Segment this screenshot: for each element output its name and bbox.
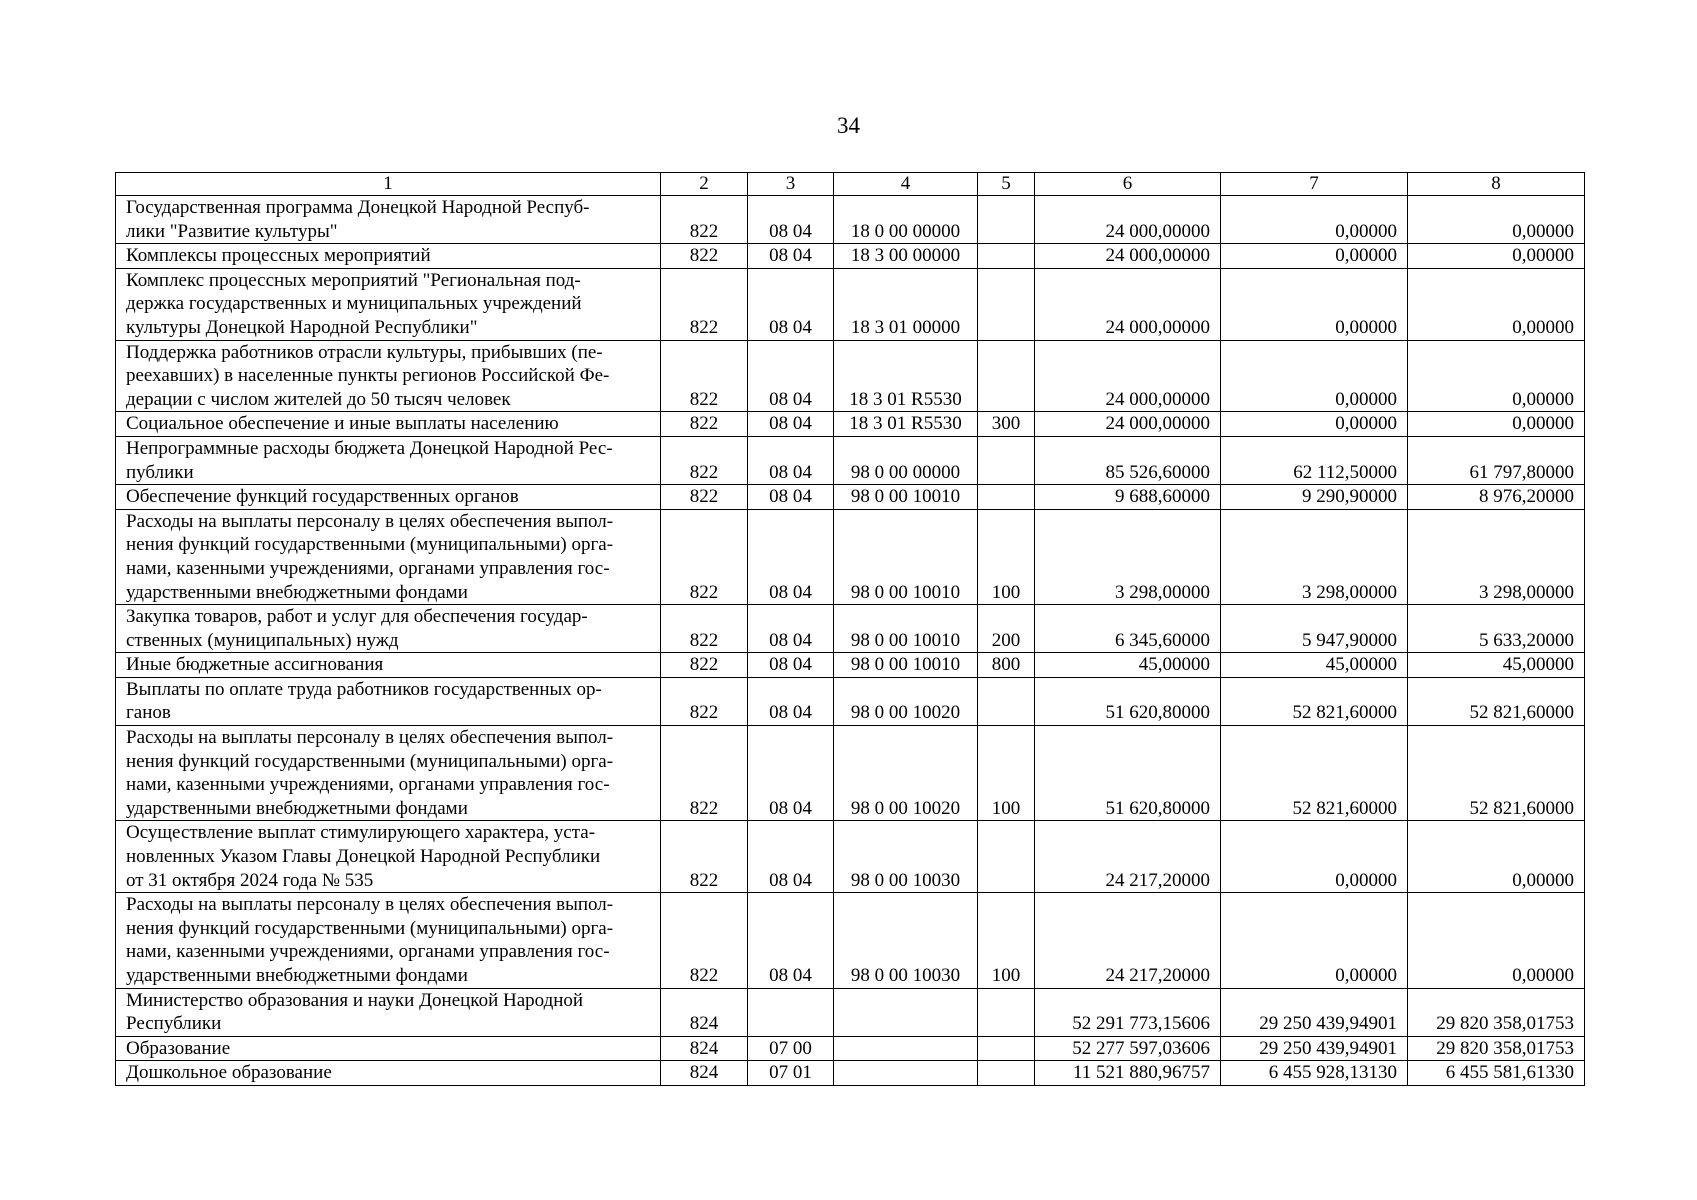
item-name-line: Осуществление выплат стимулирующего характера, уста- bbox=[126, 822, 596, 844]
amount-col-7: 5 947,90000 bbox=[1221, 605, 1408, 653]
amount-col-7: 0,00000 bbox=[1221, 340, 1408, 412]
amount-col-6: 24 000,00000 bbox=[1035, 196, 1221, 244]
amount-col-8: 61 797,80000 bbox=[1408, 436, 1585, 484]
amount-col-7: 9 290,90000 bbox=[1221, 485, 1408, 510]
target-article-code: 18 3 00 00000 bbox=[834, 244, 978, 269]
table-body bbox=[116, 173, 1585, 1086]
amount-col-8: 52 821,60000 bbox=[1408, 677, 1585, 725]
amount-col-7: 0,00000 bbox=[1221, 821, 1408, 893]
item-name-line: Выплаты по оплате труда работников государственных ор- bbox=[126, 678, 602, 700]
section-code: 08 04 bbox=[748, 244, 834, 269]
chapter-code: 822 bbox=[661, 340, 748, 412]
amount-col-6: 6 345,60000 bbox=[1035, 605, 1221, 653]
amount-col-8: 6 455 581,61330 bbox=[1408, 1061, 1585, 1086]
expense-type-code bbox=[978, 340, 1035, 412]
column-number: 6 bbox=[1035, 173, 1221, 196]
expense-type-code bbox=[978, 988, 1035, 1036]
item-name-line: от 31 октября 2024 года № 535 bbox=[126, 869, 374, 891]
item-name-line: Государственная программа Донецкой Народной Респуб- bbox=[126, 197, 590, 218]
item-name-line: нения функций государственными (муниципальными) орга- bbox=[126, 750, 614, 772]
column-number-row bbox=[116, 173, 1585, 196]
section-code: 08 04 bbox=[748, 605, 834, 653]
amount-col-8: 0,00000 bbox=[1408, 244, 1585, 269]
item-name bbox=[116, 244, 661, 269]
section-code: 08 04 bbox=[748, 677, 834, 725]
column-number: 5 bbox=[978, 173, 1035, 196]
item-name bbox=[116, 677, 661, 725]
amount-col-6: 52 291 773,15606 bbox=[1035, 988, 1221, 1036]
target-article-code bbox=[834, 988, 978, 1036]
item-name-line: ударственными внебюджетными фондами bbox=[126, 581, 468, 603]
expense-type-code bbox=[978, 1061, 1035, 1086]
table-row bbox=[116, 726, 1585, 821]
target-article-code: 98 0 00 10030 bbox=[834, 821, 978, 893]
item-name-line: нами, казенными учреждениями, органами управления гос- bbox=[126, 774, 610, 796]
amount-col-6: 52 277 597,03606 bbox=[1035, 1036, 1221, 1061]
column-number: 2 bbox=[661, 173, 748, 196]
target-article-code: 18 3 01 00000 bbox=[834, 268, 978, 340]
target-article-code bbox=[834, 1061, 978, 1086]
item-name bbox=[116, 1036, 661, 1061]
item-name-line: нами, казенными учреждениями, органами управления гос- bbox=[126, 557, 610, 579]
item-name bbox=[116, 605, 661, 653]
item-name-line: Образование bbox=[126, 1037, 231, 1059]
table-row bbox=[116, 485, 1585, 510]
item-name bbox=[116, 196, 661, 244]
amount-col-8: 0,00000 bbox=[1408, 412, 1585, 437]
item-name bbox=[116, 1061, 661, 1086]
expense-type-code bbox=[978, 196, 1035, 244]
chapter-code: 824 bbox=[661, 988, 748, 1036]
chapter-code: 822 bbox=[661, 605, 748, 653]
item-name-line: Иные бюджетные ассигнования bbox=[126, 654, 384, 676]
target-article-code: 98 0 00 00000 bbox=[834, 436, 978, 484]
item-name-line: публики bbox=[126, 461, 194, 483]
item-name-line: Обеспечение функций государственных органов bbox=[126, 486, 519, 508]
amount-col-8: 0,00000 bbox=[1408, 821, 1585, 893]
item-name bbox=[116, 653, 661, 678]
item-name-line: реехавших) в населенные пункты регионов Российской Фе- bbox=[126, 365, 610, 387]
table-row bbox=[116, 436, 1585, 484]
item-name-line: Поддержка работников отрасли культуры, прибывших (пе- bbox=[126, 341, 603, 363]
expense-type-code bbox=[978, 1036, 1035, 1061]
table-row bbox=[116, 1061, 1585, 1086]
amount-col-6: 24 000,00000 bbox=[1035, 412, 1221, 437]
item-name-line: ганов bbox=[126, 702, 171, 724]
item-name bbox=[116, 436, 661, 484]
amount-col-8: 8 976,20000 bbox=[1408, 485, 1585, 510]
item-name-line: ственных (муниципальных) нужд bbox=[126, 629, 399, 651]
amount-col-6: 51 620,80000 bbox=[1035, 677, 1221, 725]
expense-type-code bbox=[978, 677, 1035, 725]
amount-col-7: 0,00000 bbox=[1221, 196, 1408, 244]
table-row bbox=[116, 412, 1585, 437]
chapter-code: 822 bbox=[661, 653, 748, 678]
target-article-code bbox=[834, 1036, 978, 1061]
target-article-code: 98 0 00 10020 bbox=[834, 677, 978, 725]
amount-col-7: 0,00000 bbox=[1221, 893, 1408, 988]
item-name bbox=[116, 988, 661, 1036]
table-row bbox=[116, 244, 1585, 269]
chapter-code: 822 bbox=[661, 485, 748, 510]
amount-col-6: 45,00000 bbox=[1035, 653, 1221, 678]
amount-col-6: 24 217,20000 bbox=[1035, 821, 1221, 893]
expense-type-code: 100 bbox=[978, 893, 1035, 988]
item-name-line: Министерство образования и науки Донецкой Народной bbox=[126, 989, 584, 1011]
amount-col-6: 24 000,00000 bbox=[1035, 340, 1221, 412]
amount-col-6: 85 526,60000 bbox=[1035, 436, 1221, 484]
section-code: 08 04 bbox=[748, 821, 834, 893]
page-number: 34 bbox=[837, 113, 860, 138]
item-name-line: новленных Указом Главы Донецкой Народной Республики bbox=[126, 846, 601, 868]
amount-col-6: 51 620,80000 bbox=[1035, 726, 1221, 821]
item-name-line: Комплекс процессных мероприятий "Региональная под- bbox=[126, 269, 581, 291]
amount-col-8: 29 820 358,01753 bbox=[1408, 988, 1585, 1036]
item-name-line: ударственными внебюджетными фондами bbox=[126, 965, 468, 986]
section-code: 08 04 bbox=[748, 436, 834, 484]
table-row bbox=[116, 605, 1585, 653]
table-row bbox=[116, 509, 1585, 604]
amount-col-7: 52 821,60000 bbox=[1221, 677, 1408, 725]
amount-col-8: 29 820 358,01753 bbox=[1408, 1036, 1585, 1061]
amount-col-8: 5 633,20000 bbox=[1408, 605, 1585, 653]
table-row bbox=[116, 340, 1585, 412]
column-number: 3 bbox=[748, 173, 834, 196]
section-code: 08 04 bbox=[748, 196, 834, 244]
column-number: 1 bbox=[116, 173, 661, 196]
item-name-line: Расходы на выплаты персоналу в целях обеспечения выпол- bbox=[126, 894, 614, 916]
chapter-code: 822 bbox=[661, 196, 748, 244]
item-name-line: культуры Донецкой Народной Республики" bbox=[126, 316, 478, 338]
target-article-code: 98 0 00 10010 bbox=[834, 653, 978, 678]
section-code: 08 04 bbox=[748, 726, 834, 821]
section-code bbox=[748, 988, 834, 1036]
target-article-code: 98 0 00 10010 bbox=[834, 509, 978, 604]
target-article-code: 98 0 00 10020 bbox=[834, 726, 978, 821]
amount-col-8: 0,00000 bbox=[1408, 340, 1585, 412]
section-code: 08 04 bbox=[748, 340, 834, 412]
table-row bbox=[116, 1036, 1585, 1061]
amount-col-6: 24 000,00000 bbox=[1035, 268, 1221, 340]
amount-col-8: 0,00000 bbox=[1408, 268, 1585, 340]
expense-type-code bbox=[978, 244, 1035, 269]
chapter-code: 824 bbox=[661, 1061, 748, 1086]
budget-table bbox=[115, 172, 1585, 1086]
amount-col-7: 0,00000 bbox=[1221, 244, 1408, 269]
amount-col-7: 62 112,50000 bbox=[1221, 436, 1408, 484]
expense-type-code bbox=[978, 821, 1035, 893]
chapter-code: 822 bbox=[661, 244, 748, 269]
item-name-line: нами, казенными учреждениями, органами управления гос- bbox=[126, 941, 610, 963]
expense-type-code bbox=[978, 485, 1035, 510]
target-article-code: 98 0 00 10030 bbox=[834, 893, 978, 988]
amount-col-7: 0,00000 bbox=[1221, 268, 1408, 340]
item-name-line: Комплексы процессных мероприятий bbox=[126, 245, 431, 267]
expense-type-code bbox=[978, 268, 1035, 340]
amount-col-8: 0,00000 bbox=[1408, 893, 1585, 988]
column-number: 8 bbox=[1408, 173, 1585, 196]
item-name bbox=[116, 485, 661, 510]
amount-col-7: 0,00000 bbox=[1221, 412, 1408, 437]
section-code: 08 04 bbox=[748, 485, 834, 510]
table-row bbox=[116, 196, 1585, 244]
amount-col-8: 52 821,60000 bbox=[1408, 726, 1585, 821]
column-number: 4 bbox=[834, 173, 978, 196]
expense-type-code: 100 bbox=[978, 726, 1035, 821]
target-article-code: 98 0 00 10010 bbox=[834, 605, 978, 653]
section-code: 07 00 bbox=[748, 1036, 834, 1061]
item-name-line: держка государственных и муниципальных учреждений bbox=[126, 293, 582, 315]
table-row bbox=[116, 677, 1585, 725]
chapter-code: 822 bbox=[661, 677, 748, 725]
item-name bbox=[116, 821, 661, 893]
target-article-code: 18 3 01 R5530 bbox=[834, 412, 978, 437]
chapter-code: 824 bbox=[661, 1036, 748, 1061]
chapter-code: 822 bbox=[661, 412, 748, 437]
section-code: 07 01 bbox=[748, 1061, 834, 1086]
table-row bbox=[116, 893, 1585, 988]
target-article-code: 18 3 01 R5530 bbox=[834, 340, 978, 412]
amount-col-7: 45,00000 bbox=[1221, 653, 1408, 678]
table-row bbox=[116, 653, 1585, 678]
chapter-code: 822 bbox=[661, 726, 748, 821]
amount-col-7: 29 250 439,94901 bbox=[1221, 988, 1408, 1036]
item-name-line: Расходы на выплаты персоналу в целях обеспечения выпол- bbox=[126, 727, 614, 749]
section-code: 08 04 bbox=[748, 268, 834, 340]
item-name bbox=[116, 340, 661, 412]
item-name-line: лики "Развитие культуры" bbox=[126, 220, 338, 242]
target-article-code: 18 0 00 00000 bbox=[834, 196, 978, 244]
expense-type-code bbox=[978, 436, 1035, 484]
item-name-line: Расходы на выплаты персоналу в целях обеспечения выпол- bbox=[126, 510, 614, 532]
table-row bbox=[116, 268, 1585, 340]
item-name bbox=[116, 893, 661, 988]
section-code: 08 04 bbox=[748, 653, 834, 678]
item-name-line: Социальное обеспечение и иные выплаты населению bbox=[126, 413, 559, 435]
chapter-code: 822 bbox=[661, 821, 748, 893]
amount-col-6: 24 217,20000 bbox=[1035, 893, 1221, 988]
amount-col-6: 9 688,60000 bbox=[1035, 485, 1221, 510]
item-name-line: нения функций государственными (муниципальными) орга- bbox=[126, 534, 614, 556]
item-name-line: ударственными внебюджетными фондами bbox=[126, 797, 468, 819]
amount-col-7: 29 250 439,94901 bbox=[1221, 1036, 1408, 1061]
item-name bbox=[116, 268, 661, 340]
chapter-code: 822 bbox=[661, 436, 748, 484]
target-article-code: 98 0 00 10010 bbox=[834, 485, 978, 510]
amount-col-6: 3 298,00000 bbox=[1035, 509, 1221, 604]
chapter-code: 822 bbox=[661, 268, 748, 340]
chapter-code: 822 bbox=[661, 893, 748, 988]
table-row bbox=[116, 988, 1585, 1036]
section-code: 08 04 bbox=[748, 893, 834, 988]
column-number: 7 bbox=[1221, 173, 1408, 196]
chapter-code: 822 bbox=[661, 509, 748, 604]
amount-col-6: 24 000,00000 bbox=[1035, 244, 1221, 269]
item-name-line: Закупка товаров, работ и услуг для обеспечения государ- bbox=[126, 606, 588, 628]
item-name-line: нения функций государственными (муниципальными) орга- bbox=[126, 917, 614, 939]
item-name-line: Республики bbox=[126, 1013, 222, 1035]
amount-col-6: 11 521 880,96757 bbox=[1035, 1061, 1221, 1086]
amount-col-8: 3 298,00000 bbox=[1408, 509, 1585, 604]
item-name bbox=[116, 412, 661, 437]
item-name bbox=[116, 509, 661, 604]
item-name bbox=[116, 726, 661, 821]
amount-col-8: 45,00000 bbox=[1408, 653, 1585, 678]
item-name-line: дерации с числом жителей до 50 тысяч человек bbox=[126, 388, 511, 410]
section-code: 08 04 bbox=[748, 509, 834, 604]
expense-type-code: 200 bbox=[978, 605, 1035, 653]
amount-col-7: 52 821,60000 bbox=[1221, 726, 1408, 821]
expense-type-code: 300 bbox=[978, 412, 1035, 437]
table-row bbox=[116, 821, 1585, 893]
amount-col-7: 3 298,00000 bbox=[1221, 509, 1408, 604]
expense-type-code: 100 bbox=[978, 509, 1035, 604]
section-code: 08 04 bbox=[748, 412, 834, 437]
item-name-line: Дошкольное образование bbox=[126, 1062, 332, 1084]
item-name-line: Непрограммные расходы бюджета Донецкой Народной Рес- bbox=[126, 437, 613, 459]
amount-col-7: 6 455 928,13130 bbox=[1221, 1061, 1408, 1086]
amount-col-8: 0,00000 bbox=[1408, 196, 1585, 244]
expense-type-code: 800 bbox=[978, 653, 1035, 678]
